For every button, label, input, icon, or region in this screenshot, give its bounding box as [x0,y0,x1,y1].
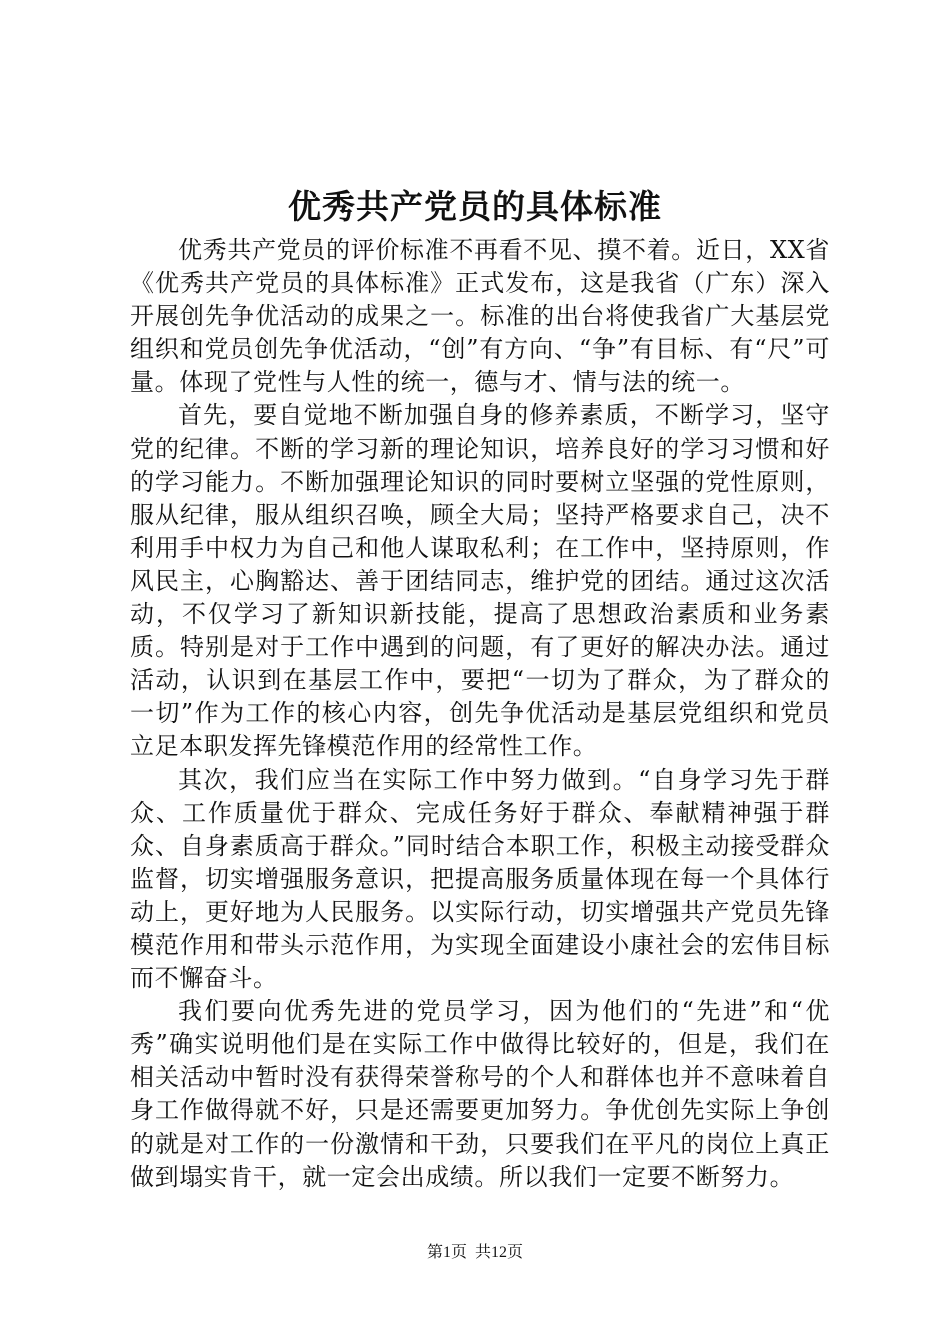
paragraph-1: 优秀共产党员的评价标准不再看不见、摸不着。近日，XX省《优秀共产党员的具体标准》正式发布，这是我省（广东）深入开展创先争优活动的成果之一。标准的出台将使我省广大基层党组织和党员创先争优活动，“创”有方向、“争”有目标、有“尺”可量。体现了党性与人性的统一，德与才、情与法的统一。 [130,236,830,397]
page-footer [0,1242,950,1264]
paragraph-3: 其次，我们应当在实际工作中努力做到。“自身学习先于群众、工作质量优于群众、完成任务好于群众、奉献精神强于群众、自身素质高于群众。”同时结合本职工作，积极主动接受群众监督，切实增强服务意识，把提高服务质量体现在每一个具体行动上，更好地为人民服务。以实际行动，切实增强共产党员先锋模范作用和带头示范作用，为实现全面建设小康社会的宏伟目标而不懈奋斗。 [130,765,830,993]
page-total: 共12页 [475,1244,524,1261]
paragraph-2: 首先，要自觉地不断加强自身的修养素质，不断学习，坚守党的纪律。不断的学习新的理论知识，培养良好的学习习惯和好的学习能力。不断加强理论知识的同时要树立坚强的党性原则，服从纪律，服从组织召唤，顾全大局；坚持严格要求自己，决不利用手中权力为自己和他人谋取私利；在工作中，坚持原则，作风民主，心胸豁达、善于团结同志，维护党的团结。通过这次活动，不仅学习了新知识新技能，提高了思想政治素质和业务素质。特别是对于工作中遇到的问题，有了更好的解决办法。通过活动，认识到在基层工作中，要把“一切为了群众，为了群众的一切”作为工作的核心内容，创先争优活动是基层党组织和党员立足本职发挥先锋模范作用的经常性工作。 [130,401,830,761]
paragraph-4: 我们要向优秀先进的党员学习，因为他们的“先进”和“优秀”确实说明他们是在实际工作中做得比较好的，但是，我们在相关活动中暂时没有获得荣誉称号的个人和群体也并不意味着自身工作做得就不好，只是还需要更加努力。争优创先实际上争创的就是对工作的一份激情和干劲，只要我们在平凡的岗位上真正做到塌实肯干，就一定会出成绩。所以我们一定要不断努力。 [130,997,830,1191]
article-body [130,234,830,1194]
page-title: 优秀共产党员的具体标准 [288,187,662,226]
page-number: 第1页 [426,1244,467,1261]
